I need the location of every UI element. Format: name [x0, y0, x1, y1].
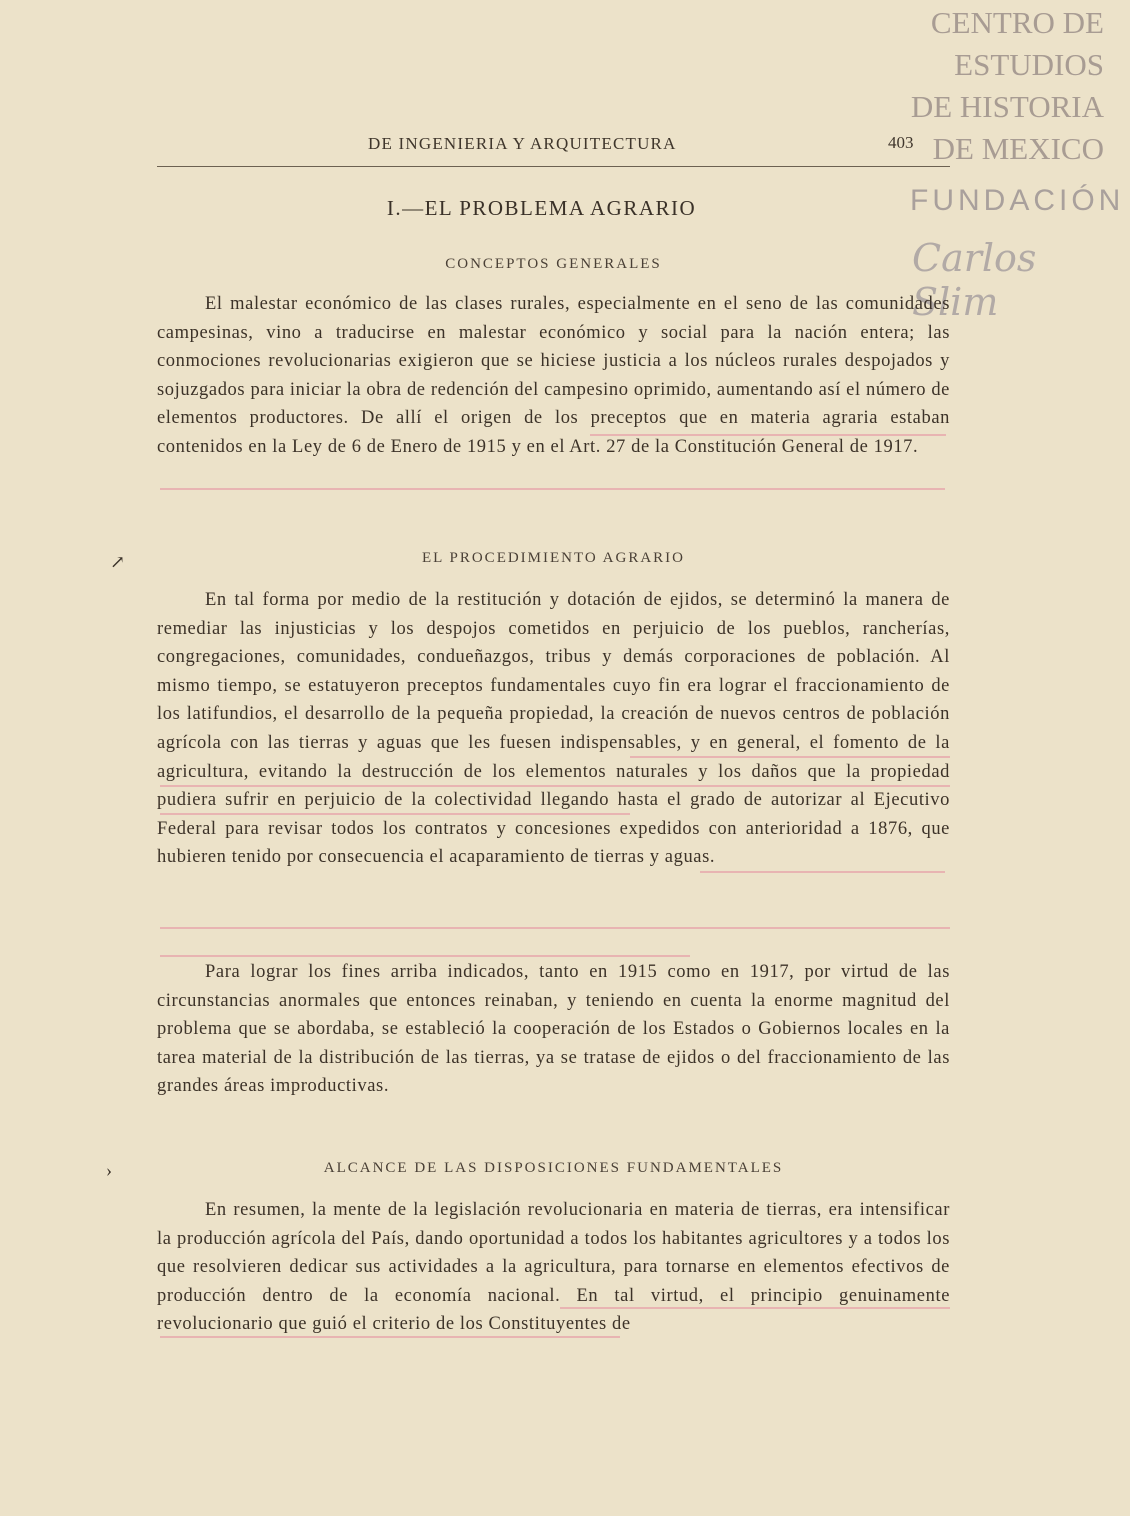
pencil-underline	[160, 785, 950, 787]
watermark-line: DE MEXICO	[932, 131, 1104, 166]
page-number: 403	[888, 133, 914, 152]
body-paragraph: Para lograr los fines arriba indicados, tanto en 1915 como en 1917, por virtud de las circunstancias anormales que entonces reinaban, y teniendo en cuenta la enorme magnitud del problema que se abordaba, se estableció la cooperación de los Estados o Gobiernos locales en la tarea material de la distribución de las tierras, ya se tratase de ejidos o del fraccionamiento de las grandes áreas improductivas.	[157, 962, 950, 1097]
margin-mark: ↗	[110, 552, 126, 572]
pencil-underline	[160, 488, 945, 490]
pencil-underline	[590, 434, 946, 436]
body-paragraph: En resumen, la mente de la legislación revolucionaria en materia de tierras, era intensificar la producción agrícola del País, dando oportunidad a todos los habitantes agricultores y a todos los que resolvieren dedicar sus actividades a la agricultura, para tornarse en elementos efectivos de producción dentro de la economía nacional. En tal virtud, el principio genuinamente revolucionario que guió el criterio de los Constituyentes de	[157, 1200, 950, 1335]
pencil-underline	[630, 756, 950, 758]
header-rule	[157, 166, 950, 167]
watermark-line: DE HISTORIA	[910, 89, 1104, 124]
pencil-underline	[160, 927, 950, 929]
pencil-underline	[560, 1307, 950, 1309]
watermark-signature: Carlos Slim	[912, 236, 1037, 324]
margin-mark: ›	[106, 1160, 112, 1180]
pencil-underline	[160, 813, 630, 815]
watermark-foundation: FUNDACIÓN	[910, 184, 1125, 217]
section-heading: ALCANCE DE LAS DISPOSICIONES FUNDAMENTALES	[323, 1160, 784, 1176]
pencil-underline	[160, 1336, 620, 1338]
body-paragraph: El malestar económico de las clases rurales, especialmente en el seno de las comunidades campesinas, vino a traducirse en malestar económico y social para la nación entera; las conmociones revolucionarias exigieron que se hiciese justicia a los núcleos rurales despojados y sojuzgados para iniciar la obra de redención del campesino oprimido, aumentando así el número de elementos productores. De allí el origen de los preceptos que en materia agraria estaban contenidos en la Ley de 6 de Enero de 1915 y en el Art. 27 de la Constitución General de 1917.	[157, 294, 950, 457]
watermark-line: CENTRO DE	[930, 5, 1104, 40]
chapter-title: I.—EL PROBLEMA AGRARIO	[386, 196, 697, 220]
section-heading: EL PROCEDIMIENTO AGRARIO	[421, 550, 685, 566]
running-header: DE INGENIERIA Y ARQUITECTURA	[368, 134, 677, 153]
pencil-underline	[700, 871, 945, 873]
watermark-line: ESTUDIOS	[954, 47, 1104, 82]
pencil-underline	[160, 955, 690, 957]
section-heading: CONCEPTOS GENERALES	[445, 256, 662, 272]
archive-watermark	[894, 2, 1104, 170]
body-paragraph: En tal forma por medio de la restitución y dotación de ejidos, se determinó la manera de remediar las injusticias y los despojos cometidos en perjuicio de los pueblos, rancherías, congregaciones, comunidades, condueñazgos, tribus y demás corporaciones de población. Al mismo tiempo, se estatuyeron preceptos fundamentales cuyo fin era lograr el fraccionamiento de los latifundios, el desarrollo de la pequeña propiedad, la creación de nuevos centros de población agrícola con las tierras y aguas que les fuesen indispensables, y en general, el fomento de la agricultura, evitando la destrucción de los elementos naturales y los daños que la propiedad pudiera sufrir en perjuicio de la colectividad llegando hasta el grado de autorizar al Ejecutivo Federal para revisar todos los contratos y concesiones expedidos con anterioridad a 1876, que hubieren tenido por consecuencia el acaparamiento de tierras y aguas.	[157, 590, 950, 868]
